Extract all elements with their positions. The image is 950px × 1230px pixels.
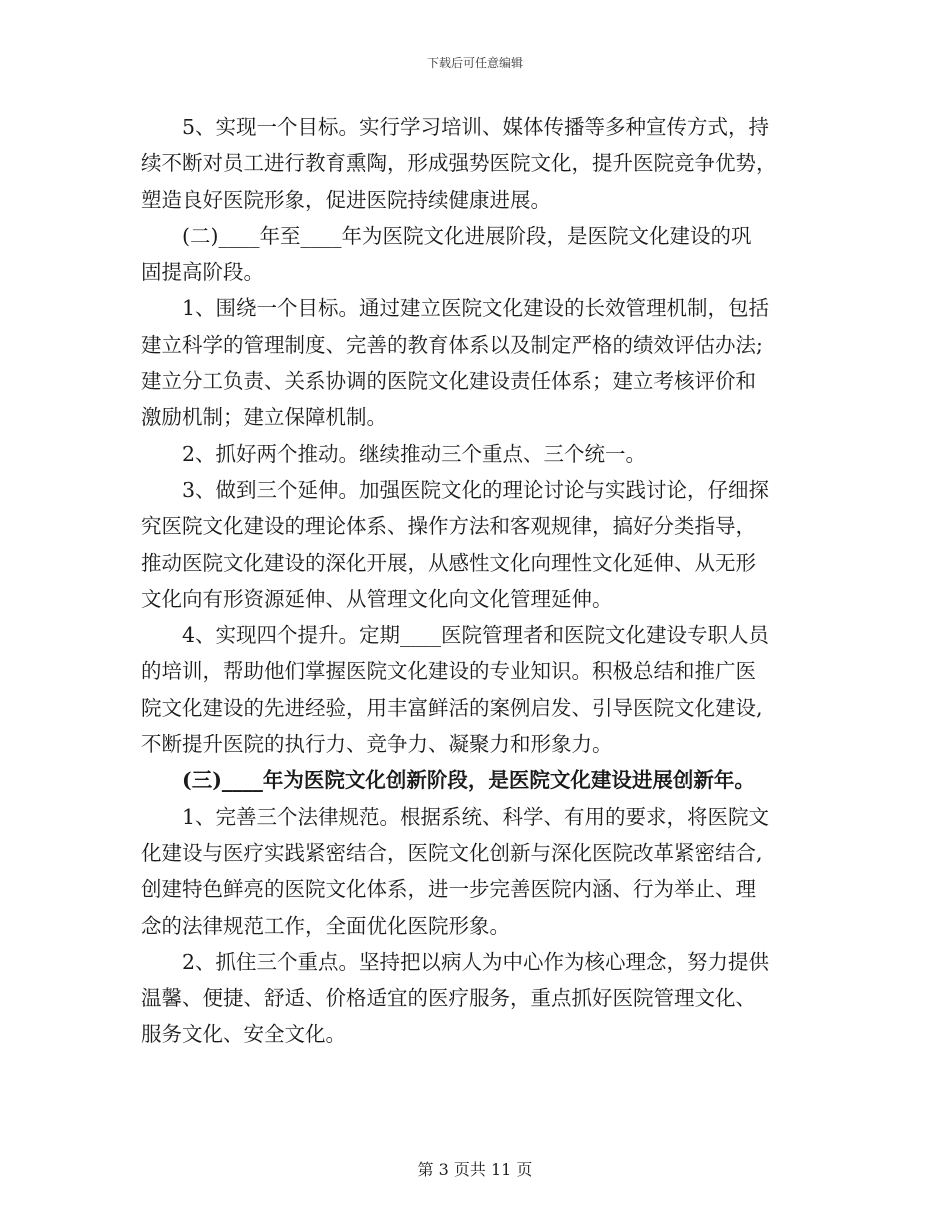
paragraph — [141, 290, 811, 435]
text-line: 续不断对员工进行教育熏陶，形成强势医院文化，提升医院竞争优势， — [141, 151, 777, 176]
text-line: 推动医院文化建设的深化开展，从感性文化向理性文化延伸、从无形 — [141, 550, 756, 575]
text-line: (三)____年为医院文化创新阶段，是医院文化建设进展创新年。 — [182, 768, 755, 793]
text-line: 院文化建设的先进经验，用丰富鲜活的案例启发、引导医院文化建设, — [141, 695, 763, 720]
text-line: 建立科学的管理制度、完善的教育体系以及制定严格的绩效评估办法; — [141, 332, 763, 357]
text-line: 塑造良好医院形象，促进医院持续健康进展。 — [141, 187, 551, 212]
text-line: (二)____年至____年为医院文化进展阶段，是医院文化建设的巩 — [182, 223, 752, 248]
text-line: 激励机制；建立保障机制。 — [141, 405, 387, 430]
paragraph — [141, 799, 811, 944]
text-line: 1、围绕一个目标。通过建立医院文化建设的长效管理机制，包括 — [182, 296, 770, 321]
text-line: 固提高阶段。 — [141, 260, 264, 285]
paragraph — [141, 218, 811, 291]
paragraph — [141, 617, 811, 762]
paragraph — [141, 109, 811, 218]
text-line: 的培训，帮助他们掌握医院文化建设的专业知识。积极总结和推广医 — [141, 659, 756, 684]
text-line: 2、抓好两个推动。继续推动三个重点、三个统一。 — [182, 441, 647, 466]
text-line: 化建设与医疗实践紧密结合，医院文化创新与深化医院改革紧密结合, — [141, 840, 763, 865]
paragraph — [141, 436, 811, 472]
text-line: 3、做到三个延伸。加强医院文化的理论讨论与实践讨论，仔细探 — [182, 477, 770, 502]
paragraph — [141, 944, 811, 1053]
text-line: 建立分工负责、关系协调的医院文化建设责任体系；建立考核评价和 — [141, 369, 756, 394]
paragraph — [141, 472, 811, 617]
text-line: 创建特色鲜亮的医院文化体系，进一步完善医院内涵、行为举止、理 — [141, 877, 756, 902]
section-heading — [141, 762, 811, 798]
text-line: 4、实现四个提升。定期____医院管理者和医院文化建设专职人员 — [182, 623, 770, 648]
text-line: 温馨、便捷、舒适、价格适宜的医疗服务，重点抓好医院管理文化、 — [141, 986, 756, 1011]
text-line: 不断提升医院的执行力、竞争力、凝聚力和形象力。 — [141, 732, 613, 757]
text-line: 5、实现一个目标。实行学习培训、媒体传播等多种宣传方式，持 — [182, 115, 770, 139]
text-line: 究医院文化建设的理论体系、操作方法和客观规律，搞好分类指导， — [141, 514, 756, 539]
text-line: 1、完善三个法律规范。根据系统、科学、有用的要求，将医院文 — [182, 804, 770, 829]
document-body — [141, 109, 811, 1053]
text-line: 服务文化、安全文化。 — [141, 1022, 346, 1047]
page-header: 下载后可任意编辑 — [426, 56, 523, 70]
text-line: 文化向有形资源延伸、从管理文化向文化管理延伸。 — [141, 586, 613, 611]
text-line: 2、抓住三个重点。坚持把以病人为中心作为核心理念，努力提供 — [182, 949, 770, 974]
text-line: 念的法律规范工作，全面优化医院形象。 — [141, 913, 510, 938]
page-footer: 第 3 页共 11 页 — [417, 1160, 533, 1179]
